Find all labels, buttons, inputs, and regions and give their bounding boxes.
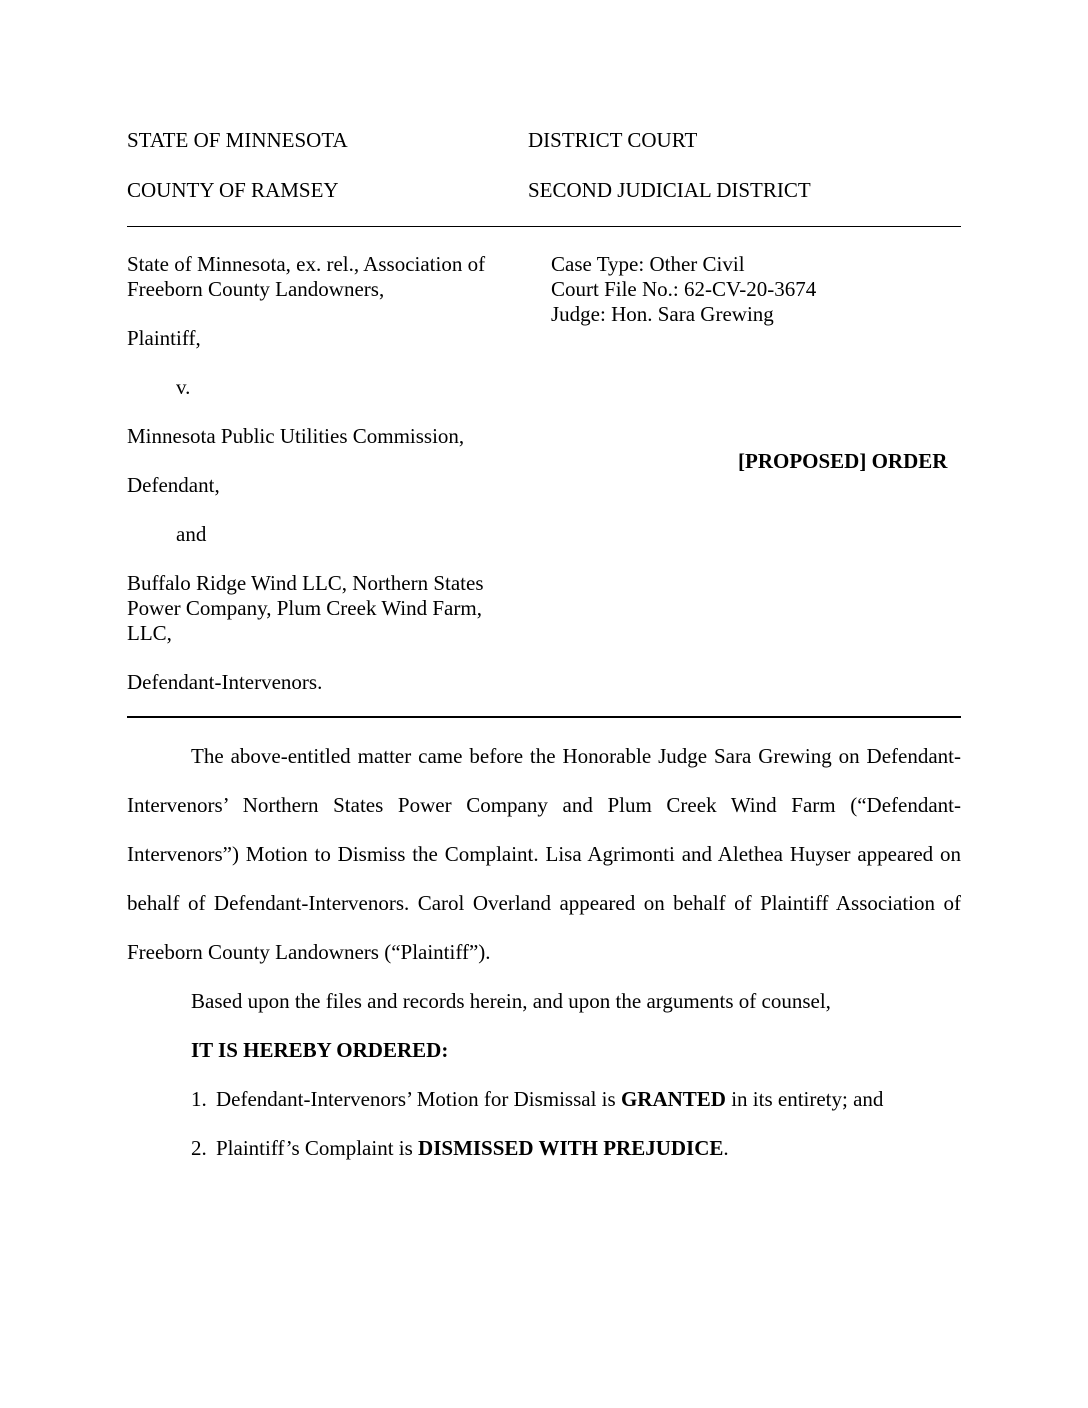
plaintiff-name-line2: Freeborn County Landowners, [127,277,385,301]
order-item-1-bold: GRANTED [620,1087,726,1111]
court-file-number: Court File No.: 62-CV-20-3674 [551,277,817,301]
plaintiff-role: Plaintiff, [127,326,201,350]
order-item-2-tail: . [723,1136,729,1160]
state-heading: STATE OF MINNESOTA [127,128,348,152]
ordered-heading: IT IS HEREBY ORDERED: [191,1038,449,1062]
and-label: and [176,522,207,546]
intervenors-line2: Power Company, Plum Creek Wind Farm, [127,596,482,620]
header-divider [127,226,961,227]
district-heading: SECOND JUDICIAL DISTRICT [528,178,811,202]
intervenors-line1: Buffalo Ridge Wind LLC, Northern States [127,571,484,595]
defendant-role: Defendant, [127,473,220,497]
county-heading: COUNTY OF RAMSEY [127,178,339,202]
intervenors-role: Defendant-Intervenors. [127,670,323,694]
body-para1-line2: Intervenors’ Northern States Power Company and Plum Creek Wind Farm (“Defendant- [127,793,961,817]
document-title: [PROPOSED] ORDER [738,449,948,473]
order-item-1-tail: in its entirety; and [725,1087,884,1111]
body-para1-line5: Freeborn County Landowners (“Plaintiff”). [127,940,491,964]
intervenors-line3: LLC, [127,621,172,645]
order-item-2-number: 2. [191,1136,207,1160]
case-type: Case Type: Other Civil [551,252,745,276]
body-para1-line3: Intervenors”) Motion to Dismiss the Complaint. Lisa Agrimonti and Alethea Huyser appeared on [127,842,961,866]
caption-divider [127,716,961,718]
defendant-name: Minnesota Public Utilities Commission, [127,424,465,448]
order-item-2 [191,1136,729,1161]
judge-name: Judge: Hon. Sara Grewing [551,302,774,326]
body-para1-line1: The above-entitled matter came before the Honorable Judge Sara Grewing on Defendant- [191,744,961,768]
body-para2: Based upon the files and records herein, and upon the arguments of counsel, [191,989,831,1013]
body-para1-line4: behalf of Defendant-Intervenors. Carol Overland appeared on behalf of Plaintiff Association of [127,891,961,915]
order-item-1-number: 1. [191,1087,207,1111]
order-item-2-bold: DISMISSED WITH PREJUDICE [418,1136,724,1160]
versus-label: v. [176,375,191,399]
order-item-1 [191,1087,883,1112]
order-item-1-text: Defendant-Intervenors’ Motion for Dismissal is [216,1087,621,1111]
court-heading: DISTRICT COURT [528,128,698,152]
plaintiff-name-line1: State of Minnesota, ex. rel., Association of [127,252,486,276]
order-item-2-text: Plaintiff’s Complaint is [216,1136,419,1160]
